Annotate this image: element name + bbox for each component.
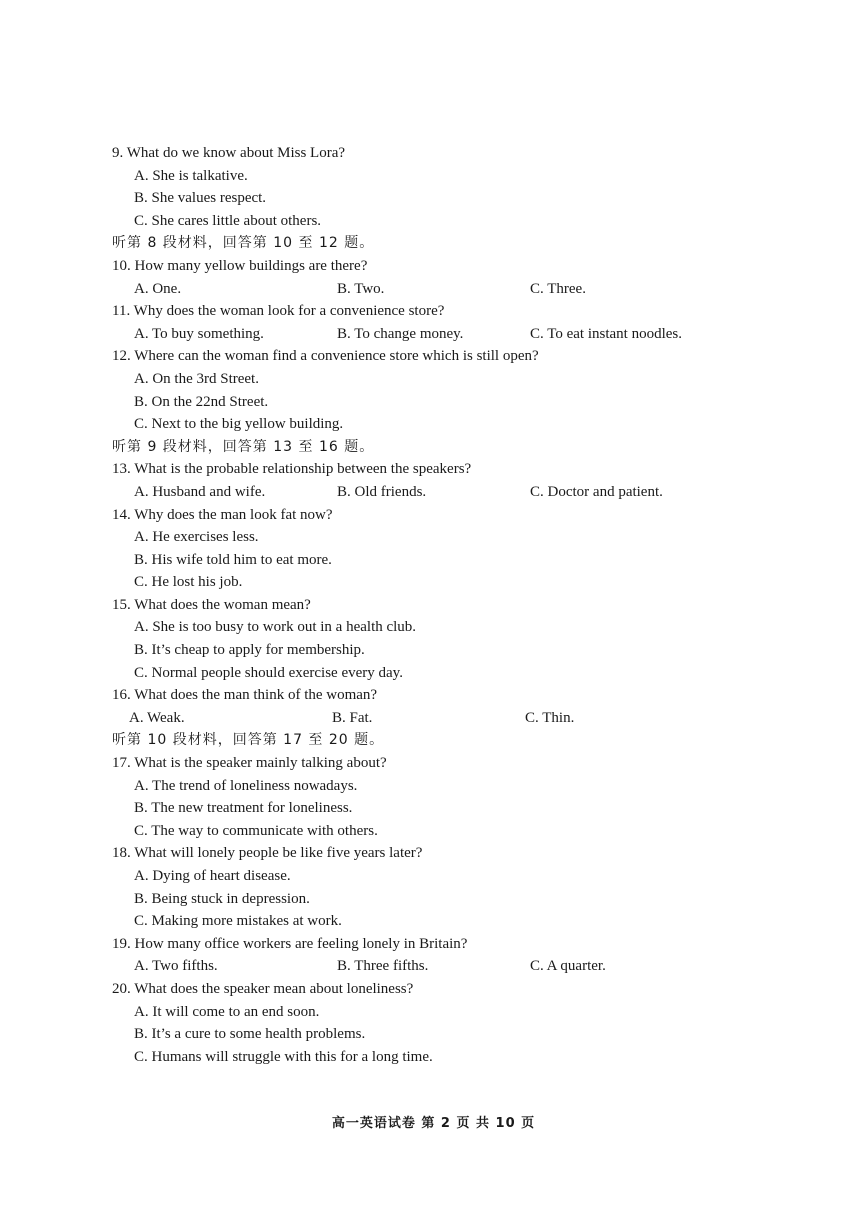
question-16: 16. What does the man think of the woman?	[112, 687, 378, 704]
option-14a: A. He exercises less.	[134, 529, 259, 546]
option-15a: A. She is too busy to work out in a health club.	[134, 619, 417, 636]
option-11a: A. To buy something.	[134, 325, 264, 342]
option-16b: B. Fat.	[332, 709, 373, 726]
option-18b: B. Being stuck in depression.	[134, 890, 310, 907]
option-17c: C. The way to communicate with others.	[134, 822, 378, 839]
section-heading-9: 听第 9 段材料，回答第 13 至 16 题。	[112, 438, 375, 455]
option-13c: C. Doctor and patient.	[530, 483, 663, 500]
question-11: 11. Why does the woman look for a convenience store?	[112, 303, 445, 320]
option-13b: B. Old friends.	[337, 483, 427, 500]
options-13	[112, 481, 752, 504]
option-9b: B. She values respect.	[134, 190, 267, 207]
question-19: 19. How many office workers are feeling lonely in Britain?	[112, 935, 468, 952]
options-11	[112, 323, 752, 346]
question-9: 9. What do we know about Miss Lora?	[112, 145, 346, 161]
option-20a: A. It will come to an end soon.	[134, 1003, 320, 1020]
option-10b: B. Two.	[337, 280, 385, 297]
question-17: 17. What is the speaker mainly talking about?	[112, 755, 387, 772]
section-heading-10: 听第 10 段材料，回答第 17 至 20 题。	[112, 732, 385, 749]
question-15: 15. What does the woman mean?	[112, 596, 311, 613]
option-15b: B. It’s cheap to apply for membership.	[134, 642, 365, 659]
question-10: 10. How many yellow buildings are there?	[112, 257, 368, 274]
option-18a: A. Dying of heart disease.	[134, 868, 291, 884]
question-20: 20. What does the speaker mean about loneliness?	[112, 980, 414, 997]
option-9a: A. She is talkative.	[134, 167, 248, 184]
option-19a: A. Two fifths.	[134, 958, 218, 975]
option-16c: C. Thin.	[525, 709, 575, 726]
option-13a: A. Husband and wife.	[134, 483, 266, 500]
question-13: 13. What is the probable relationship between the speakers?	[112, 461, 472, 478]
page-footer: 高一英语试卷 第 2 页 共 10 页	[331, 1116, 536, 1131]
option-9c: C. She cares little about others.	[134, 212, 322, 229]
option-10a: A. One.	[134, 280, 182, 297]
question-18: 18. What will lonely people be like five years later?	[112, 845, 423, 862]
section-heading-8: 听第 8 段材料，回答第 10 至 12 题。	[112, 235, 375, 252]
option-11b: B. To change money.	[337, 325, 464, 342]
option-19c: C. A quarter.	[530, 958, 606, 975]
question-12: 12. Where can the woman find a convenience store which is still open?	[112, 348, 539, 365]
option-15c: C. Normal people should exercise every day.	[134, 664, 403, 681]
option-19b: B. Three fifths.	[337, 958, 429, 975]
question-list	[112, 142, 752, 1068]
options-10	[112, 278, 752, 301]
option-14b: B. His wife told him to eat more.	[134, 551, 332, 568]
question-14: 14. Why does the man look fat now?	[112, 506, 333, 523]
option-12c: C. Next to the big yellow building.	[134, 416, 344, 433]
option-12b: B. On the 22nd Street.	[134, 393, 269, 410]
option-20c: C. Humans will struggle with this for a long time.	[134, 1048, 433, 1065]
options-19	[112, 955, 752, 978]
option-20b: B. It’s a cure to some health problems.	[134, 1026, 366, 1043]
option-18c: C. Making more mistakes at work.	[134, 913, 342, 930]
option-14c: C. He lost his job.	[134, 574, 243, 591]
option-10c: C. Three.	[530, 280, 586, 297]
option-17b: B. The new treatment for loneliness.	[134, 800, 353, 817]
option-11c: C. To eat instant noodles.	[530, 325, 682, 342]
option-17a: A. The trend of loneliness nowadays.	[134, 777, 358, 794]
option-12a: A. On the 3rd Street.	[134, 370, 259, 387]
option-16a: A. Weak.	[129, 709, 185, 726]
options-16	[112, 707, 752, 730]
